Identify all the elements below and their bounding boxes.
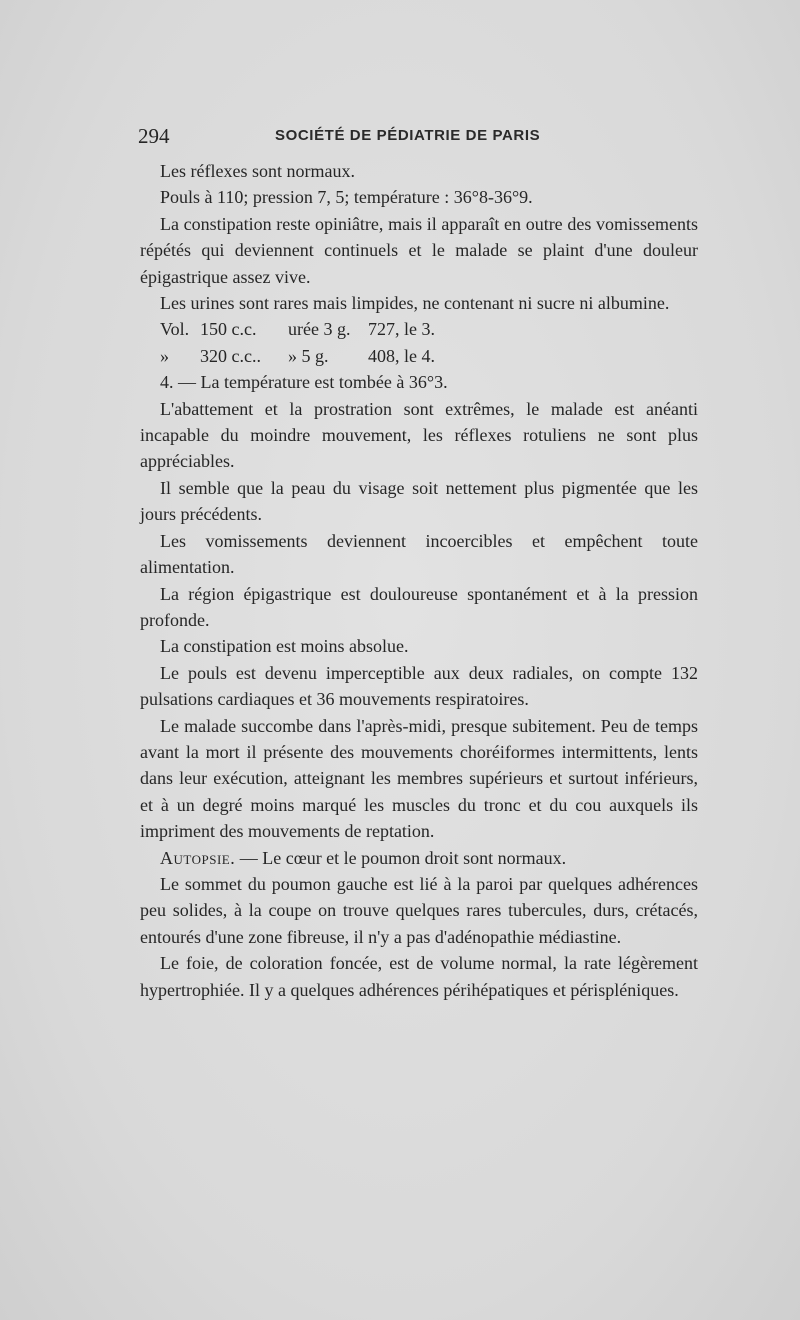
paragraph: Les vomissements deviennent incoercibles et empêchent toute alimentation. [140,530,698,578]
paragraph: La constipation reste opiniâtre, mais il apparaît en outre des vomissements répétés qui deviennent continuels et le malade se plaint d'une douleur épigastrique assez vive. [140,213,698,287]
volume-amount: 320 c.c.. [200,345,261,366]
autopsy-paragraph [140,845,698,871]
uree-value: 727, le 3. [368,319,435,340]
running-title: SOCIÉTÉ DE PÉDIATRIE DE PARIS [275,127,541,144]
paragraph: 4. — La température est tombée à 36°3. [160,372,448,393]
volume-label: Vol. [160,319,190,340]
paragraph: Pouls à 110; pression 7, 5; température : 36°8-36°9. [160,187,533,208]
uree-amount: » 5 g. [288,345,329,366]
body-text [140,158,698,1003]
paragraph: Le foie, de coloration foncée, est de volume normal, la rate légèrement hypertrophiée. Il y a quelques adhérences périhépatiques et périspléniques. [140,953,698,1000]
paragraph: La région épigastrique est douloureuse spontanément et à la pression profonde. [140,583,698,630]
paragraph: Le sommet du poumon gauche est lié à la paroi par quelques adhérences peu solides, à la coupe on trouve quelques rares tubercules, durs, crétacés, entourés d'une zone fibreuse, il n'y a pas d'adénopathie médiastine. [140,873,698,947]
paragraph: Les réflexes sont normaux. [160,161,355,181]
page-number: 294 [138,124,170,148]
paragraph: La constipation est moins absolue. [160,636,409,657]
uree-value: 408, le 4. [368,345,435,366]
urine-volume-line [140,343,698,369]
autopsy-label: Autopsie. [160,847,236,868]
paragraph: Le pouls est devenu imperceptible aux deux radiales, on compte 132 pulsations cardiaques et 36 mouvements respiratoires. [140,662,698,710]
urine-volume-line [140,316,698,342]
autopsy-text: — Le cœur et le poumon droit sont normaux. [235,847,567,868]
paragraph: L'abattement et la prostration sont extrêmes, le malade est anéanti incapable du moindre mouvement, les réflexes rotuliens ne sont plus appréciables. [140,398,698,472]
page-header [138,124,698,148]
paragraph: Le malade succombe dans l'après-midi, presque subitement. Peu de temps avant la mort il présente des mouvements choréiformes intermittents, lents dans leur exécution, atteignant les membres supérieurs et surtout inférieurs, et à un degré moins marqué les muscles du tronc et du cou auxquels ils impriment des mouvements de reptation. [140,715,698,842]
paragraph: Il semble que la peau du visage soit nettement plus pigmentée que les jours précédents. [140,477,698,525]
volume-label: » [160,345,169,366]
uree-amount: urée 3 g. [288,319,351,340]
paragraph: Les urines sont rares mais limpides, ne contenant ni sucre ni albumine. [160,293,670,314]
volume-amount: 150 c.c. [200,319,257,340]
